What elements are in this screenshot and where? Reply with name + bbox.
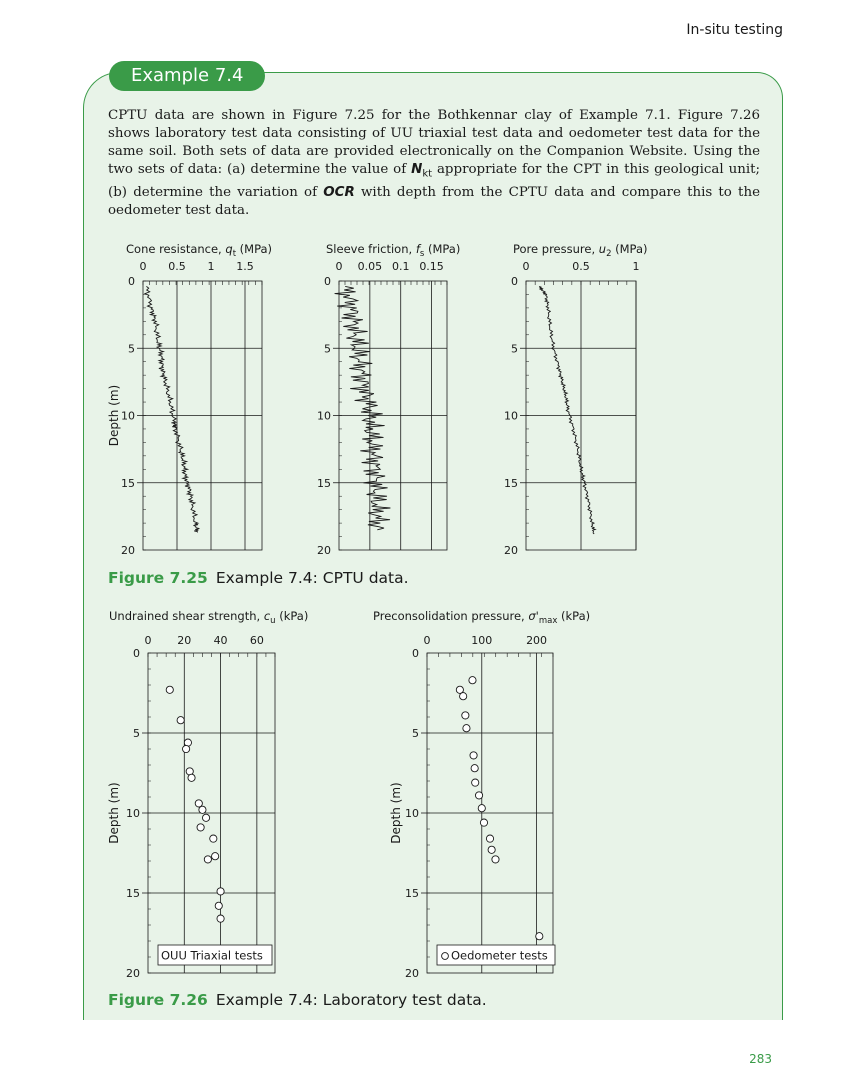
pc-x-tick-label: 200 [526,634,548,647]
qt-y-tick-label: 20 [121,544,135,557]
qt-x-tick-label: 1 [207,260,215,273]
fs-y-tick-label: 0 [324,275,331,288]
fs-y-tick-label: 5 [324,342,331,356]
pc-data-point [478,805,485,812]
figure-7-26-caption [108,991,487,1009]
qt-depth-label: Depth (m) [107,384,121,447]
u2-y-tick-label: 15 [504,476,518,490]
qt-x-tick-label: 0 [139,260,147,273]
pc-data-point [460,693,467,700]
u2-x-tick-label: 0 [522,260,530,273]
fs-y-tick-label: 20 [317,544,331,557]
qt-y-tick-label: 5 [128,342,135,356]
pc-y-tick-label: 10 [405,807,419,820]
pc-axis-title: Preconsolidation pressure, $\sigma'_{max}$ (kPa) [373,609,591,626]
u2-y-tick-label: 10 [504,409,518,423]
figure-7-26-number: Figure 7.26 [108,991,208,1009]
intro-part-3: with depth from the CPTU data and compare this to the oedometer test data. [108,185,760,219]
cu-data-point [204,856,211,863]
pc-data-point [471,765,478,772]
running-head: In-situ testing [686,22,783,38]
fs-series-line [335,286,391,529]
pc-data-point [470,752,477,759]
pc-legend-label: Oedometer tests [451,948,548,963]
cu-y-tick-label: 10 [126,807,140,820]
cu-y-tick-label: 20 [126,967,140,980]
figure-7-26-text: Example 7.4: Laboratory test data. [215,991,487,1009]
cu-data-point [188,774,195,781]
pc-data-point [472,779,479,786]
pc-data-point [486,835,493,842]
fs-x-tick-label: 0 [335,260,343,273]
cu-data-point [210,835,217,842]
cu-data-point [215,902,222,909]
pc-data-point [475,792,482,799]
fs-axis-title: Sleeve friction, $f_s$ (MPa) [326,242,461,259]
intro-part-1: CPTU data are shown in Figure 7.25 for the Bothkennar clay of Example 7.1. Figure 7.26 shows laboratory test data consisting of UU triaxial test data and oedometer test data for the same soil. Both sets of data are provided electronically on the Companion Website. Using the two sets of data: (a) determine the value of [108,108,760,178]
nkt-sub: kt [422,168,433,180]
cu-y-tick-label: 0 [133,647,140,660]
u2-y-tick-label: 5 [511,342,518,356]
pc-depth-label: Depth (m) [389,782,403,844]
cu-data-point [197,824,204,831]
cu-x-tick-label: 60 [249,634,264,647]
figure-7-25-text: Example 7.4: CPTU data. [215,569,409,587]
pc-data-point [536,933,543,940]
cu-axis-title: Undrained shear strength, $c_u$ (kPa) [109,609,309,626]
pc-y-tick-label: 15 [405,887,419,900]
qt-series-line [145,286,199,532]
fs-x-tick-label: 0.05 [357,260,383,273]
u2-y-tick-label: 0 [511,275,518,288]
pc-y-tick-label: 0 [412,647,419,660]
u2-x-tick-label: 1 [632,260,640,273]
cu-legend-label: OUU Triaxial tests [161,948,263,963]
pc-y-tick-label: 20 [405,967,419,980]
fs-y-tick-label: 15 [317,476,331,490]
intro-part-2: appropriate for the CPT in this geological unit; (b) determine the variation of [108,162,760,201]
fs-x-tick-label: 0.15 [419,260,444,273]
qt-y-tick-label: 10 [121,409,135,423]
u2-x-tick-label: 0.5 [572,260,590,273]
pc-legend-marker [442,953,449,960]
pc-data-point [492,856,499,863]
cu-x-tick-label: 0 [144,634,152,647]
qt-x-tick-label: 0.5 [168,260,186,273]
fs-y-tick-label: 10 [317,409,331,423]
cu-y-tick-label: 5 [133,727,140,740]
page-number: 283 [749,1052,772,1066]
pc-data-point [462,712,469,719]
figure-7-25-number: Figure 7.25 [108,569,208,587]
example-tab: Example 7.4 [109,61,265,91]
ocr-symbol: OCR [323,185,355,201]
cu-x-tick-label: 40 [213,634,228,647]
qt-x-tick-label: 1.5 [236,260,254,273]
u2-y-tick-label: 20 [504,544,518,557]
qt-y-tick-label: 15 [121,476,135,490]
nkt-var: N [411,162,423,178]
figure-7-25-caption [108,569,409,587]
pc-data-point [480,819,487,826]
qt-axis-title: Cone resistance, $q_t$ (MPa) [126,242,273,259]
cu-data-point [166,686,173,693]
u2-axis-title: Pore pressure, $u_2$ (MPa) [513,242,648,259]
pc-data-point [488,846,495,853]
pc-data-point [463,725,470,732]
cu-y-tick-label: 15 [126,887,140,900]
pc-x-tick-label: 0 [423,634,431,647]
cu-data-point [217,888,224,895]
qt-y-tick-label: 0 [128,275,135,288]
cu-x-tick-label: 20 [177,634,192,647]
cu-depth-label: Depth (m) [107,782,121,844]
cu-data-point [212,853,219,860]
cu-data-point [217,915,224,922]
cu-data-point [177,717,184,724]
cu-data-point [199,806,206,813]
fs-x-tick-label: 0.1 [391,260,410,273]
pc-data-point [469,677,476,684]
cu-data-point [183,745,190,752]
cu-data-point [202,814,209,821]
pc-y-tick-label: 5 [412,727,419,740]
pc-x-tick-label: 100 [471,634,493,647]
u2-series-line [539,286,595,534]
